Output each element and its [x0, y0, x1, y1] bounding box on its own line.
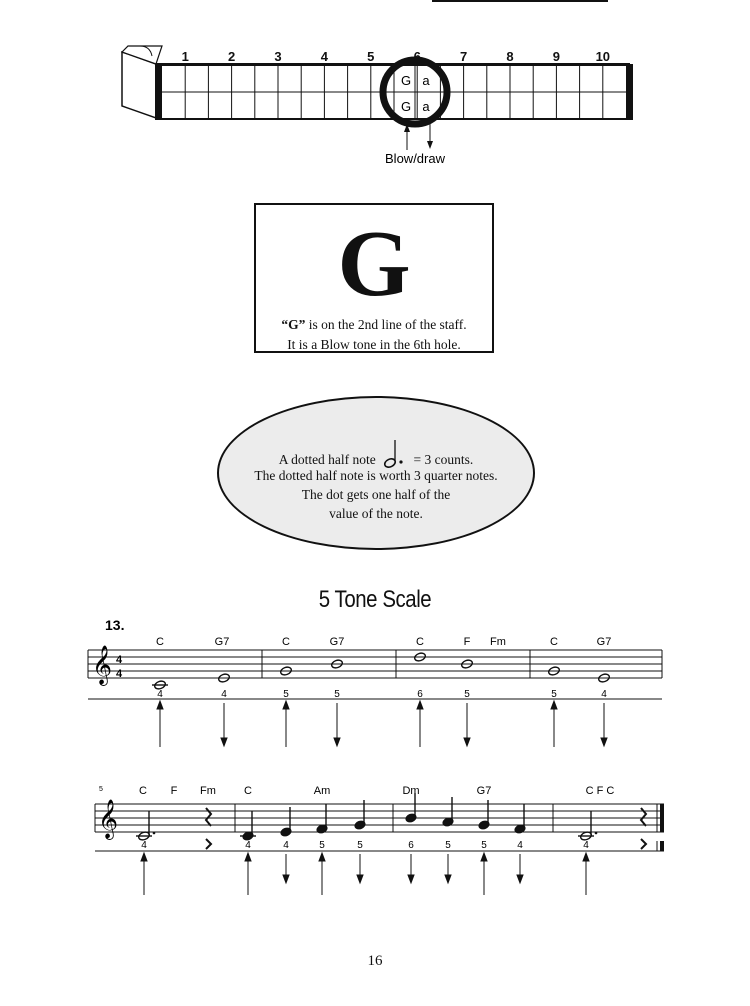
- hole-number-label: 3: [274, 49, 282, 64]
- hole-number: 5: [357, 840, 363, 851]
- hole-number: 6: [417, 689, 423, 700]
- draw-arrow-icon: [601, 738, 607, 746]
- exercise-number: 13.: [105, 617, 125, 633]
- blow-arrow-icon: [245, 853, 251, 861]
- hole-number: 5: [551, 689, 557, 700]
- blow-arrow-icon: [481, 853, 487, 861]
- blow-arrow-icon: [417, 701, 423, 709]
- chord-symbol: C: [282, 636, 290, 648]
- music-staff-2: [0, 775, 750, 905]
- section-title: 5 Tone Scale: [318, 586, 432, 613]
- draw-arrow-icon: [464, 738, 470, 746]
- chord-symbol: F: [463, 636, 471, 648]
- oval-line1-after: = 3 counts.: [413, 452, 474, 467]
- time-sig-bottom: 4: [116, 668, 123, 680]
- chord-symbol: C: [139, 785, 147, 797]
- chord-symbol: Fm: [200, 785, 216, 797]
- draw-arrow-icon: [334, 738, 340, 746]
- hole-number-label: 1: [181, 49, 189, 64]
- note-g-box: [254, 203, 494, 353]
- oval-line1-before: A dotted half note: [278, 452, 376, 467]
- hole-number-label: 4: [320, 49, 329, 64]
- hole-number: 4: [583, 840, 589, 851]
- draw-arrow-icon: [221, 738, 227, 746]
- chord-symbol: F: [170, 785, 178, 797]
- hole-number: 4: [601, 689, 607, 700]
- chord-symbol: G7: [214, 636, 230, 648]
- hole-number: 5: [334, 689, 340, 700]
- blow-arrow-icon: [157, 701, 163, 709]
- note-name-bold: “G”: [281, 317, 306, 332]
- hole-number: 4: [517, 840, 523, 851]
- draw-note-2: a: [422, 99, 430, 114]
- chord-symbol: C: [244, 785, 252, 797]
- draw-arrow-icon: [427, 141, 433, 149]
- draw-arrow-icon: [408, 875, 414, 883]
- note-line2: It is a Blow tone in the 6th hole.: [287, 337, 461, 352]
- blow-note-1: G: [400, 73, 412, 88]
- chord-symbol: G7: [329, 636, 345, 648]
- oval-line3: The dot gets one half of the: [301, 487, 451, 502]
- blow-arrow-icon: [141, 853, 147, 861]
- note-letter: G: [337, 212, 411, 316]
- hole-number: 5: [283, 689, 289, 700]
- blow-arrow-icon: [551, 701, 557, 709]
- hole-number: 6: [408, 840, 414, 851]
- harmonica-diagram: [0, 0, 750, 175]
- oval-line4: value of the note.: [329, 506, 423, 521]
- treble-clef-icon: 𝄞: [92, 646, 113, 684]
- hole-number-label: 6: [413, 49, 421, 64]
- blow-note-2: a: [422, 73, 430, 88]
- blow-arrow-icon: [583, 853, 589, 861]
- hole-number: 5: [445, 840, 451, 851]
- chord-symbol: C: [416, 636, 424, 648]
- chord-symbol: Am: [313, 785, 331, 797]
- draw-arrow-icon: [283, 875, 289, 883]
- chord-symbol: G7: [476, 785, 492, 797]
- hole-number: 4: [283, 840, 289, 851]
- hole-number: 4: [221, 689, 227, 700]
- chord-symbol: G7: [596, 636, 612, 648]
- hole-number: 4: [245, 840, 251, 851]
- hole-number: 5: [464, 689, 470, 700]
- draw-arrow-icon: [445, 875, 451, 883]
- quarter-rest-icon: [206, 839, 211, 849]
- draw-arrow-icon: [517, 875, 523, 883]
- hole-number-label: 7: [459, 49, 468, 64]
- hole-number: 4: [157, 689, 163, 700]
- hole-number-label: 2: [227, 49, 236, 64]
- measure-number: 5: [99, 786, 103, 793]
- chord-symbol: Dm: [402, 785, 420, 797]
- draw-note-1: G: [400, 99, 412, 114]
- note-line1: is on the 2nd line of the staff.: [305, 317, 467, 332]
- hole-number: 4: [141, 840, 147, 851]
- hole-number-label: 9: [552, 49, 561, 64]
- blow-arrow-icon: [283, 701, 289, 709]
- hole-number-label: 8: [506, 49, 514, 64]
- treble-clef-icon: 𝄞: [98, 800, 119, 838]
- hole-number-label: 5: [367, 49, 375, 64]
- chord-symbol: C F C: [585, 785, 615, 797]
- blow-draw-caption: Blow/draw: [385, 151, 445, 166]
- blow-arrow-icon: [319, 853, 325, 861]
- chord-symbol: C: [550, 636, 558, 648]
- hole-number: 5: [481, 840, 487, 851]
- time-sig-top: 4: [116, 654, 123, 666]
- dotted-half-note-oval: [217, 396, 535, 550]
- chord-symbol: Fm: [490, 636, 506, 648]
- draw-arrow-icon: [357, 875, 363, 883]
- hole-number: 5: [319, 840, 325, 851]
- oval-line2: The dotted half note is worth 3 quarter notes.: [254, 468, 498, 483]
- music-staff-1: [0, 610, 750, 760]
- hole-number-label: 10: [595, 49, 611, 64]
- page-number: 16: [367, 953, 383, 969]
- chord-symbol: C: [156, 636, 164, 648]
- note-description: [256, 315, 492, 355]
- quarter-rest-icon: [641, 839, 646, 849]
